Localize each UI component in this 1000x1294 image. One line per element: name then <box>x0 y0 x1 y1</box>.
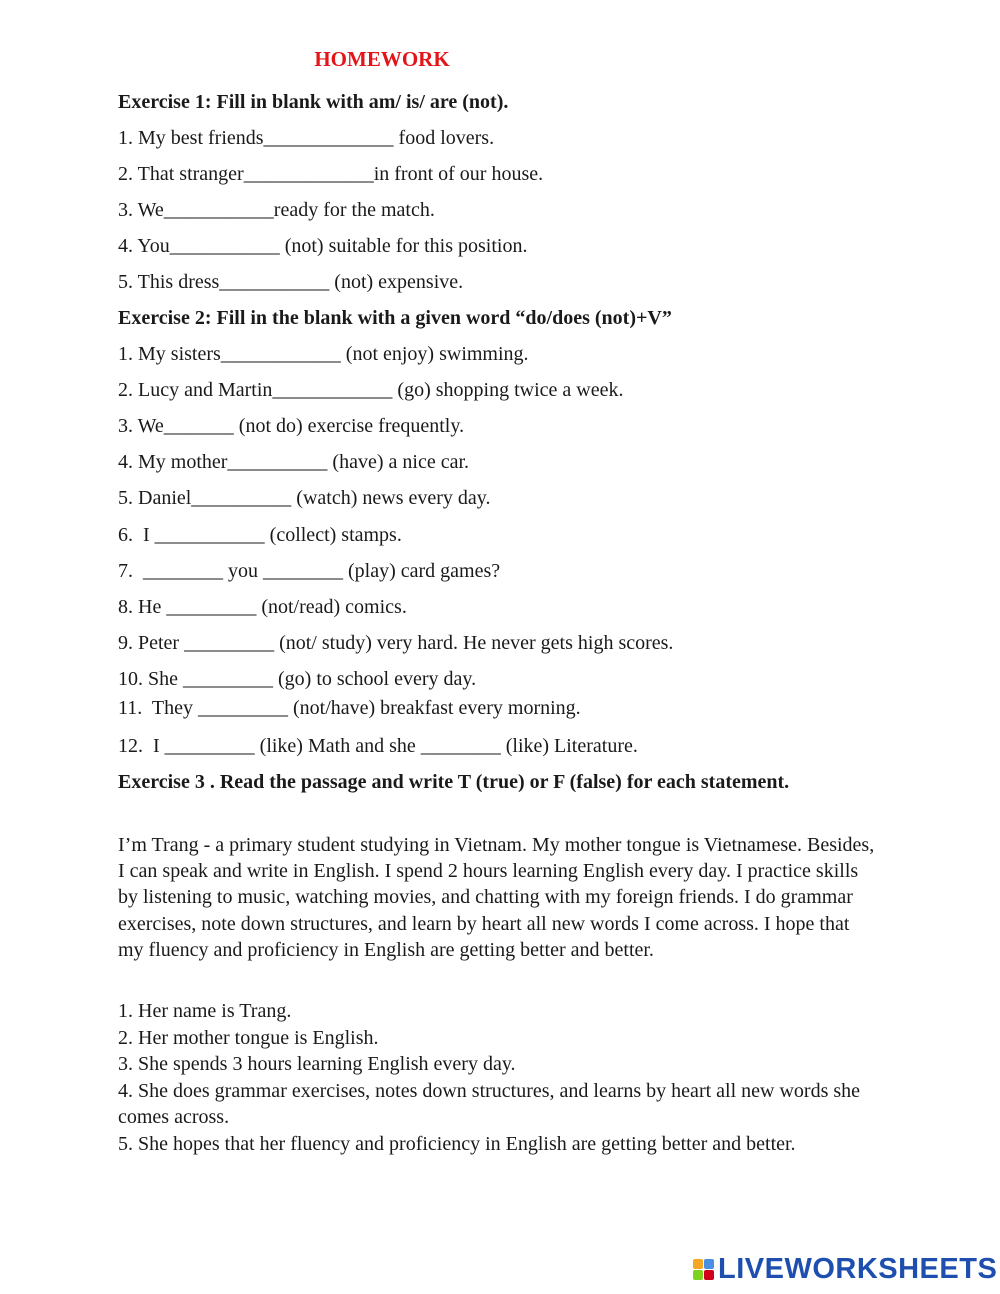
exercise2-item: 5. Daniel__________ (watch) news every day. <box>118 487 491 509</box>
logo-text: LIVEWORKSHEETS <box>718 1252 998 1285</box>
exercise3-heading: Exercise 3 . Read the passage and write T (true) or F (false) for each statement. <box>118 771 790 793</box>
statement-item: 3. She spends 3 hours learning English every day. <box>118 1053 516 1075</box>
statement-item: 4. She does grammar exercises, notes down structures, and learns by heart all new words she comes across. <box>118 1080 861 1129</box>
exercise1-item: 2. That stranger_____________in front of our house. <box>118 163 544 185</box>
exercise2-item: 9. Peter _________ (not/ study) very hard. He never gets high scores. <box>118 632 674 654</box>
exercise1-item: 4. You___________ (not) suitable for this position. <box>118 235 528 257</box>
page-title: HOMEWORK <box>314 47 450 71</box>
logo-square <box>704 1259 714 1269</box>
logo-square <box>693 1259 703 1269</box>
exercise2-item: 1. My sisters____________ (not enjoy) swimming. <box>118 343 529 365</box>
exercise2-heading: Exercise 2: Fill in the blank with a given word “do/does (not)+V” <box>118 307 672 329</box>
exercise1-item: 5. This dress___________ (not) expensive. <box>118 271 464 293</box>
exercise2-item: 12. I _________ (like) Math and she ________ (like) Literature. <box>118 735 638 757</box>
exercise2-item: 10. She _________ (go) to school every day. <box>118 668 477 690</box>
exercise2-item: 6. I ___________ (collect) stamps. <box>118 524 402 546</box>
exercise2-item: 7. ________ you ________ (play) card games? <box>118 560 501 582</box>
exercise2-item: 2. Lucy and Martin____________ (go) shopping twice a week. <box>118 379 624 401</box>
statement-item: 1. Her name is Trang. <box>118 1000 292 1022</box>
statement-item: 2. Her mother tongue is English. <box>118 1027 379 1049</box>
exercise1-item: 3. We___________ready for the match. <box>118 199 435 221</box>
exercise2-item: 3. We_______ (not do) exercise frequently. <box>118 415 465 437</box>
exercise2-item: 4. My mother__________ (have) a nice car. <box>118 451 470 473</box>
liveworksheets-logo-icon <box>693 1259 714 1280</box>
statement-item: 5. She hopes that her fluency and proficiency in English are getting better and better. <box>118 1133 796 1155</box>
liveworksheets-logo[interactable] <box>693 1254 997 1284</box>
exercise2-item: 11. They _________ (not/have) breakfast every morning. <box>118 697 581 719</box>
exercise1-heading: Exercise 1: Fill in blank with am/ is/ are (not). <box>118 91 509 113</box>
exercise1-item: 1. My best friends_____________ food lovers. <box>118 127 495 149</box>
logo-square <box>693 1270 703 1280</box>
exercise3-passage: I’m Trang - a primary student studying in Vietnam. My mother tongue is Vietnamese. Besides, I can speak and write in English. I spend 2 hours learning English every day. I practice skills by listening to music, watching movies, and chatting with my foreign friends. I do grammar exercises, note down structures, and learn by heart all new words I come across. I hope that my fluency and proficiency in English are getting better and better. <box>118 834 875 961</box>
logo-square <box>704 1270 714 1280</box>
exercise2-item: 8. He _________ (not/read) comics. <box>118 596 407 618</box>
